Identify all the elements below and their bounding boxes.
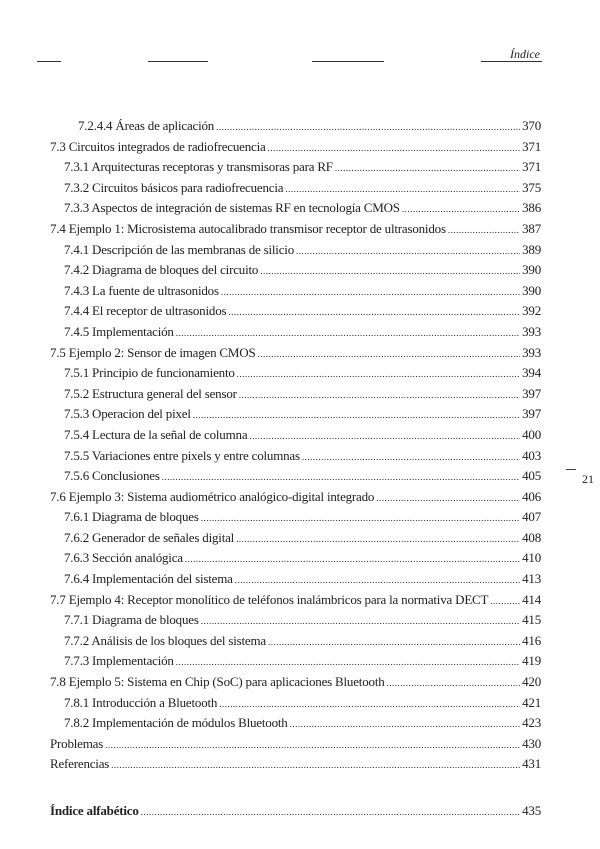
entry-title: 7.8 Ejemplo 5: Sistema en Chip (SoC) para aplicaciones Bluetooth [50, 674, 385, 690]
entry-title: 7.3.1 Arquitecturas receptoras y transmisoras para RF [64, 159, 333, 175]
entry-page: 386 [522, 200, 541, 216]
entry-title: 7.2.4.4 Áreas de aplicación [78, 118, 215, 133]
entry-page: 392 [522, 303, 541, 319]
toc-entry [50, 571, 541, 592]
toc-entry [50, 695, 541, 716]
dot-leader [257, 349, 520, 359]
entry-page: 371 [522, 138, 541, 154]
entry-page: 394 [522, 365, 541, 381]
toc-entry [50, 550, 541, 571]
dot-leader [228, 307, 520, 317]
toc-entry [50, 612, 541, 633]
dot-leader [176, 657, 520, 667]
entry-page: 410 [522, 550, 541, 566]
entry-page: 370 [522, 118, 541, 133]
dot-leader [141, 807, 520, 817]
toc-entry [50, 509, 541, 530]
entry-page: 419 [522, 653, 541, 669]
entry-title: 7.5 Ejemplo 2: Sensor de imagen CMOS [50, 344, 256, 360]
toc-entry [50, 345, 541, 366]
toc-entry [50, 221, 541, 242]
entry-title: 7.5.6 Conclusiones [64, 468, 160, 484]
dot-leader [387, 678, 521, 688]
toc-entry [50, 139, 541, 160]
dot-leader [285, 184, 520, 194]
entry-page: 414 [522, 591, 541, 607]
entry-page: 413 [522, 571, 541, 587]
toc-entry [50, 633, 541, 654]
entry-title: 7.7.3 Implementación [64, 653, 174, 669]
entry-page: 408 [522, 529, 541, 545]
entry-title: 7.4.2 Diagrama de bloques del circuito [64, 262, 259, 278]
toc-entry [50, 489, 541, 510]
entry-page: 423 [522, 715, 541, 731]
toc-entry [50, 200, 541, 221]
dot-leader [219, 699, 520, 709]
dot-leader [185, 554, 520, 564]
dot-leader [201, 513, 520, 523]
header-rule [312, 61, 384, 62]
toc-entry [50, 303, 541, 324]
entry-page: 430 [522, 735, 541, 751]
toc-entry [50, 468, 541, 489]
dot-leader [216, 122, 520, 132]
entry-title: 7.5.5 Variaciones entre pixels y entre columnas [64, 447, 300, 463]
entry-page: 375 [522, 179, 541, 195]
dot-leader [260, 266, 520, 276]
margin-mark [566, 469, 576, 470]
toc-entry [50, 592, 541, 613]
entry-title: 7.4.4 El receptor de ultrasonidos [64, 303, 227, 319]
entry-title: 7.8.2 Implementación de módulos Bluetooth [64, 715, 288, 731]
dot-leader [162, 472, 520, 482]
entry-title: 7.4.1 Descripción de las membranas de silicio [64, 241, 294, 257]
entry-page: 416 [522, 632, 541, 648]
dot-leader [302, 452, 520, 462]
entry-page: 393 [522, 344, 541, 360]
dot-leader [402, 204, 520, 214]
dot-leader [290, 719, 520, 729]
dot-leader [335, 163, 520, 173]
toc-entry [50, 386, 541, 407]
entry-page: 421 [522, 694, 541, 710]
entry-title: Problemas [50, 735, 104, 751]
toc-entry [50, 448, 541, 469]
entry-title: 7.4.5 Implementación [64, 323, 174, 339]
toc-entry [50, 406, 541, 427]
dot-leader [296, 246, 520, 256]
entry-title: Índice alfabético [50, 803, 139, 818]
entry-page: 397 [522, 385, 541, 401]
dot-leader [193, 410, 520, 420]
dot-leader [268, 637, 520, 647]
entry-title: 7.3 Circuitos integrados de radiofrecuencia [50, 138, 266, 154]
entry-title: 7.6.1 Diagrama de bloques [64, 509, 199, 525]
toc-entry [50, 159, 541, 180]
toc-entry [50, 653, 541, 674]
entry-page: 390 [522, 282, 541, 298]
dot-leader [448, 225, 520, 235]
entry-page: 431 [522, 756, 541, 772]
entry-title: 7.7.1 Diagrama de bloques [64, 612, 199, 628]
entry-page: 371 [522, 159, 541, 175]
dot-leader [221, 287, 520, 297]
dot-leader [111, 760, 520, 770]
entry-title: 7.4 Ejemplo 1: Microsistema autocalibrado transmisor receptor de ultrasonidos [50, 220, 446, 236]
running-header: Índice [510, 47, 540, 61]
entry-title: 7.6.2 Generador de señales digital [64, 529, 235, 545]
entry-page: 397 [522, 406, 541, 422]
dot-leader [490, 596, 520, 606]
toc-entry [50, 530, 541, 551]
entry-page: 390 [522, 262, 541, 278]
entry-title: 7.4.3 La fuente de ultrasonidos [64, 282, 219, 298]
dot-leader [105, 740, 520, 750]
entry-title: 7.7 Ejemplo 4: Receptor monolítico de teléfonos inalámbricos para la normativa DECT [50, 591, 489, 607]
dot-leader [249, 431, 520, 441]
entry-page: 403 [522, 447, 541, 463]
dot-leader [239, 390, 520, 400]
entry-title: 7.6.3 Sección analógica [64, 550, 183, 566]
entry-page: 406 [522, 488, 541, 504]
entry-title: 7.5.1 Principio de funcionamiento [64, 365, 235, 381]
dot-leader [237, 369, 520, 379]
entry-title: 7.6.4 Implementación del sistema [64, 571, 233, 587]
entry-page: 389 [522, 241, 541, 257]
toc-entry [50, 242, 541, 263]
entry-page: 387 [522, 220, 541, 236]
table-of-contents [50, 118, 541, 777]
entry-title: 7.3.2 Circuitos básicos para radiofrecuencia [64, 179, 284, 195]
entry-page: 400 [522, 426, 541, 442]
entry-page: 393 [522, 323, 541, 339]
toc-entry [50, 756, 541, 777]
entry-title: 7.8.1 Introducción a Bluetooth [64, 694, 218, 710]
dot-leader [235, 575, 520, 585]
header-rule [37, 61, 61, 62]
toc-entry [50, 427, 541, 448]
toc-entry [50, 283, 541, 304]
toc-entry [50, 118, 541, 139]
dot-leader [176, 328, 520, 338]
entry-title: 7.7.2 Análisis de los bloques del sistema [64, 632, 266, 648]
entry-title: 7.5.2 Estructura general del sensor [64, 385, 237, 401]
dot-leader [236, 534, 520, 544]
toc-entry [50, 715, 541, 736]
dot-leader [376, 493, 520, 503]
entry-page: 435 [522, 803, 541, 818]
entry-page: 420 [522, 674, 541, 690]
entry-title: 7.3.3 Aspectos de integración de sistemas RF en tecnología CMOS [64, 200, 400, 216]
entry-title: 7.5.3 Operacion del pixel [64, 406, 191, 422]
dot-leader [268, 143, 521, 153]
entry-page: 405 [522, 468, 541, 484]
toc-entry [50, 180, 541, 201]
toc-entry-index [50, 803, 541, 824]
toc-entry [50, 674, 541, 695]
toc-entry [50, 736, 541, 757]
toc-entry [50, 324, 541, 345]
entry-page: 407 [522, 509, 541, 525]
entry-title: Referencias [50, 756, 110, 772]
entry-title: 7.5.4 Lectura de la señal de columna [64, 426, 248, 442]
entry-title: 7.6 Ejemplo 3: Sistema audiométrico analógico-digital integrado [50, 488, 375, 504]
toc-entry [50, 365, 541, 386]
header-rule [148, 61, 208, 62]
entry-page: 415 [522, 612, 541, 628]
side-page-mark: 21 [582, 472, 594, 486]
toc-entry [50, 262, 541, 283]
dot-leader [201, 616, 520, 626]
